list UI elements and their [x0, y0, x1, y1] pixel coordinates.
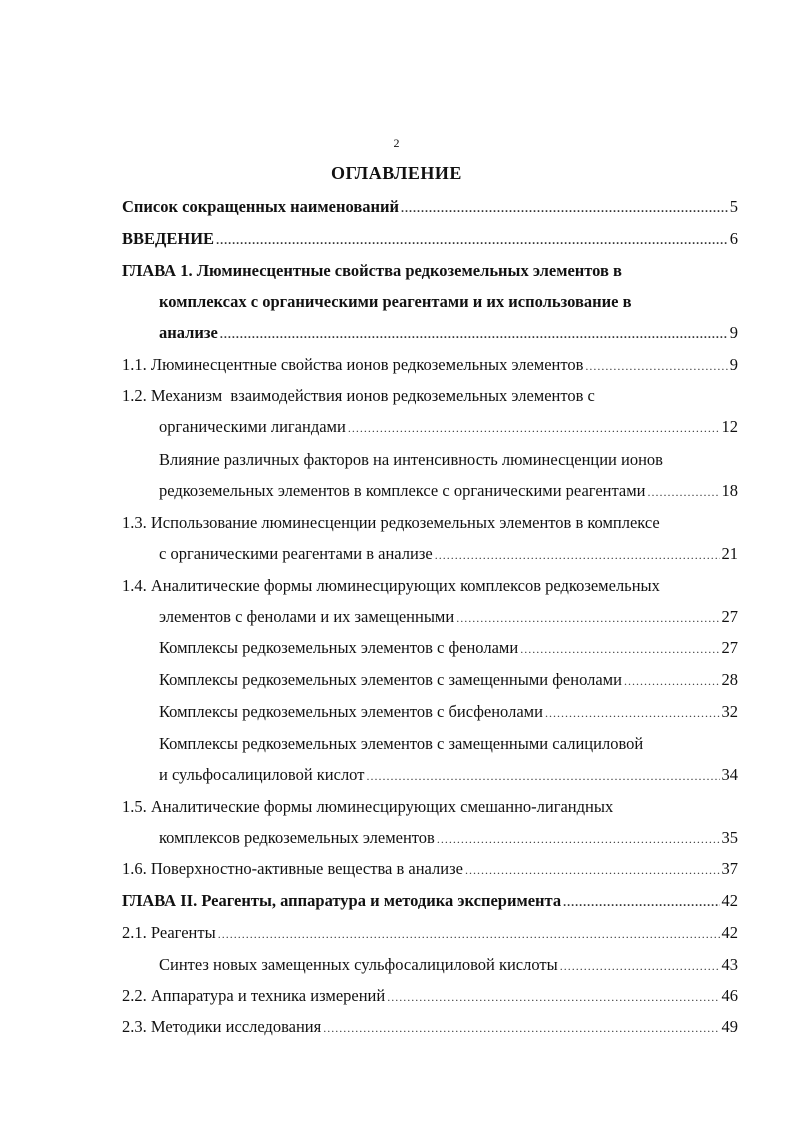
dot-leader [216, 229, 728, 251]
toc-page-number: 34 [721, 765, 738, 784]
toc-page-number: 18 [721, 481, 738, 500]
dot-leader [465, 859, 720, 881]
toc-entry-1-2[interactable] [122, 385, 738, 407]
toc-page-number: 6 [729, 229, 738, 248]
toc-entry-1-6[interactable] [122, 858, 738, 881]
dot-leader [220, 323, 728, 345]
toc-entry-text: 1.3. Использование люминесценции редкоземельных элементов в комплексе [122, 513, 660, 532]
toc-entry-text: и сульфосалициловой кислот [159, 765, 365, 784]
dot-leader [401, 197, 728, 219]
toc-entry-text: Синтез новых замещенных сульфосалициловой кислоты [159, 955, 558, 974]
toc-entry-text: с органическими реагентами в анализе [159, 544, 433, 563]
toc-entry-text: Влияние различных факторов на интенсивность люминесценции ионов [159, 450, 663, 469]
toc-entry-1-2-cont[interactable] [159, 416, 738, 439]
toc-entry-chapter-1-cont[interactable] [159, 291, 738, 313]
dot-leader [456, 607, 719, 629]
page-title: ОГЛАВЛЕНИЕ [331, 163, 462, 183]
dot-leader [624, 670, 720, 692]
toc-page-number: 42 [721, 923, 738, 942]
toc-page-number: 37 [721, 859, 738, 878]
dot-leader [563, 891, 719, 913]
dot-leader [435, 544, 720, 566]
toc-entry-phenols[interactable] [159, 637, 738, 660]
toc-page-number: 5 [729, 197, 738, 216]
dot-leader [520, 638, 719, 660]
toc-entry-synthesis[interactable] [159, 954, 738, 977]
toc-entry-1-4[interactable] [122, 575, 738, 597]
dot-leader [560, 955, 720, 977]
toc-entry-text: Список сокращенных наименований [122, 197, 400, 216]
toc-entry-text: 1.4. Аналитические формы люминесцирующих комплексов редкоземельных [122, 576, 660, 595]
toc-entry-text: Комплексы редкоземельных элементов с бисфенолами [159, 702, 543, 721]
toc-page-number: 49 [721, 1017, 738, 1036]
toc-page-number: 32 [721, 702, 738, 721]
toc-entry-chapter-2[interactable] [122, 890, 738, 913]
toc-entry-factors-cont[interactable] [159, 480, 738, 503]
toc-page-number: 28 [721, 670, 738, 689]
toc-entry-text: 1.5. Аналитические формы люминесцирующих смешанно-лигандных [122, 797, 614, 816]
dot-leader [437, 828, 720, 850]
toc-entry-1-3[interactable] [122, 512, 738, 534]
toc-entry-chapter-1[interactable] [122, 260, 738, 282]
dot-leader [348, 417, 720, 439]
toc-entry-bisphenols[interactable] [159, 701, 738, 724]
toc-entry-salicylic[interactable] [159, 733, 738, 755]
toc-entry-factors[interactable] [159, 449, 738, 471]
toc-entry-chapter-1-end[interactable] [159, 322, 738, 345]
toc-page-number: 9 [729, 355, 738, 374]
toc-page-number: 12 [721, 417, 738, 436]
dot-leader [387, 986, 719, 1008]
toc-page-number: 27 [721, 638, 738, 657]
toc-page-number: 46 [721, 986, 738, 1005]
toc-entry-text: комплексах с органическими реагентами и их использование в [159, 292, 632, 311]
toc-entry-text: 1.1. Люминесцентные свойства ионов редкоземельных элементов [122, 355, 584, 374]
toc-entry-substituted-phenols[interactable] [159, 669, 738, 692]
page-number: 2 [393, 136, 400, 150]
toc-entry-text: органическими лигандами [159, 417, 346, 436]
toc-entry-text: ГЛАВА II. Реагенты, аппаратура и методика эксперимента [122, 891, 562, 910]
dot-leader [366, 765, 719, 787]
toc-page-number: 42 [721, 891, 738, 910]
toc-page-number: 43 [721, 955, 738, 974]
toc-entry-text: 2.1. Реагенты [122, 923, 216, 942]
toc-entry-text: ВВЕДЕНИЕ [122, 229, 215, 248]
toc-page-number: 27 [721, 607, 738, 626]
dot-leader [647, 481, 719, 503]
dot-leader [323, 1017, 719, 1039]
toc-entry-1-5[interactable] [122, 796, 738, 818]
dot-leader [218, 923, 720, 945]
toc-entry-2-3[interactable] [122, 1016, 738, 1039]
toc-entry-text: элементов с фенолами и их замещенными [159, 607, 455, 626]
toc-entry-text: Комплексы редкоземельных элементов с фенолами [159, 638, 519, 657]
toc-entry-text: анализе [159, 323, 218, 342]
toc-entry-abbreviations[interactable] [122, 196, 738, 219]
toc-entry-2-2[interactable] [122, 985, 738, 1008]
toc-page-number: 21 [721, 544, 738, 563]
toc-entry-text: 1.2. Механизм взаимодействия ионов редкоземельных элементов с [122, 386, 595, 405]
toc-entry-text: комплексов редкоземельных элементов [159, 828, 435, 847]
toc-entry-1-4-cont[interactable] [159, 606, 738, 629]
dot-leader [545, 702, 720, 724]
toc-page-number: 35 [721, 828, 738, 847]
toc-entry-text: Комплексы редкоземельных элементов с замещенными салициловой [159, 734, 644, 753]
toc-page-number: 9 [729, 323, 738, 342]
toc-entry-introduction[interactable] [122, 228, 738, 251]
toc-entry-text: Комплексы редкоземельных элементов с замещенными фенолами [159, 670, 622, 689]
toc-entry-text: 1.6. Поверхностно-активные вещества в анализе [122, 859, 463, 878]
toc-entry-text: 2.3. Методики исследования [122, 1017, 322, 1036]
toc-entry-salicylic-cont[interactable] [159, 764, 738, 787]
dot-leader [585, 355, 727, 377]
toc-entry-1-3-cont[interactable] [159, 543, 738, 566]
toc-entry-2-1[interactable] [122, 922, 738, 945]
toc-entry-text: ГЛАВА 1. Люминесцентные свойства редкоземельных элементов в [122, 261, 622, 280]
toc-entry-text: редкоземельных элементов в комплексе с органическими реагентами [159, 481, 646, 500]
toc-entry-1-1[interactable] [122, 354, 738, 377]
toc-entry-text: 2.2. Аппаратура и техника измерений [122, 986, 386, 1005]
toc-entry-1-5-cont[interactable] [159, 827, 738, 850]
